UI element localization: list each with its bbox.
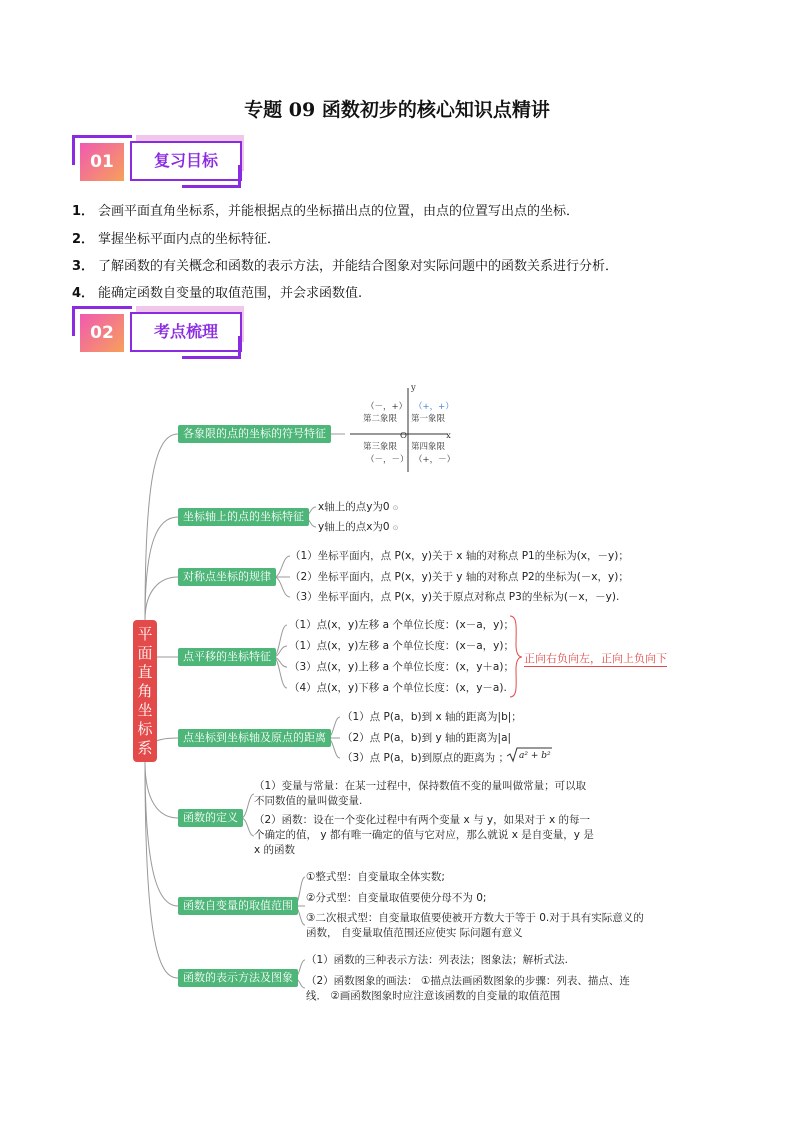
leaf-translation-4: （4）点(x，y)下移 a 个单位长度：(x，y－a).: [289, 682, 507, 694]
branch-quadrant-signs: 各象限的点的坐标的符号特征: [178, 425, 331, 443]
leaf-y-axis: y轴上的点x为0 ⊙: [318, 521, 399, 533]
q4-label: 第四象限: [411, 442, 446, 452]
leaf-domain-2: ②分式型：自变量取值要使分母不为 0;: [306, 892, 487, 904]
section-number: 01: [80, 143, 124, 181]
goal-item-3: 3． 了解函数的有关概念和函数的表示方法，并能结合图象对实际问题中的函数关系进行分析．: [72, 259, 619, 274]
q2-sign: （－，+）: [366, 402, 408, 412]
leaf-representation-2: （2）函数图象的画法： ①描点法画函数图象的步骤：列表、描点、连线． ②画函数图象时应注意该函数的自变量的取值范围: [306, 975, 630, 1002]
leaf-translation-2: （1）点(x，y)左移 a 个单位长度：(x－a，y)；: [289, 640, 514, 652]
leaf-symmetry-2: （2）坐标平面内，点 P(x，y)关于 y 轴的对称点 P2的坐标为(－x，y)；: [290, 571, 629, 583]
section-label: 复习目标: [130, 141, 242, 181]
leaf-definition-1: （1）变量与常量：在某一过程中，保持数值不变的量叫做常量；可以取不同数值的量叫做变量.: [254, 780, 587, 807]
origin-label: O: [400, 431, 407, 441]
q1-label: 第一象限: [411, 414, 446, 424]
leaf-definition-2: （2）函数：设在一个变化过程中有两个变量 x 与 y，如果对于 x 的每一个确定的值， y 都有唯一确定的值与它对应，那么就说 x 是自变量，y 是 x 的函数: [254, 814, 594, 856]
leaf-translation-3: （3）点(x，y)上移 a 个单位长度：(x，y＋a)；: [289, 661, 514, 673]
leaf-symmetry-3: （3）坐标平面内，点 P(x，y)关于原点对称点 P3的坐标为(－x，－y).: [290, 591, 620, 603]
q1-sign: （+，+）: [414, 402, 454, 412]
q3-label: 第三象限: [363, 442, 398, 452]
q2-label: 第二象限: [363, 414, 398, 424]
leaf-domain-1: ①整式型：自变量取全体实数;: [306, 871, 445, 883]
branch-distance: 点坐标到坐标轴及原点的距离: [178, 729, 331, 747]
section-number: 02: [80, 314, 124, 352]
q3-sign: （－，－）: [366, 455, 409, 465]
goal-item-1: 1． 会画平面直角坐标系，并能根据点的坐标描出点的位置，由点的位置写出点的坐标．: [72, 204, 580, 219]
y-axis-label: y: [411, 383, 416, 393]
distance-formula: a² + b²: [519, 751, 551, 761]
leaf-symmetry-1: （1）坐标平面内，点 P(x，y)关于 x 轴的对称点 P1的坐标为(x，－y)；: [290, 550, 629, 562]
leaf-x-axis: x轴上的点y为0 ⊙: [318, 501, 399, 513]
page-title: 专题 09 函数初步的核心知识点精讲: [244, 99, 550, 121]
branch-symmetry: 对称点坐标的规律: [178, 568, 276, 586]
section-label: 考点梳理: [130, 312, 242, 352]
mindmap-root: 平面直角坐标系: [133, 620, 157, 762]
leaf-distance-2: （2）点 P(a，b)到 y 轴的距离为|a|: [342, 732, 512, 744]
goal-item-4: 4． 能确定函数自变量的取值范围，并会求函数值.: [72, 286, 363, 301]
branch-representation: 函数的表示方法及图象: [178, 969, 298, 987]
branch-axis-points: 坐标轴上的点的坐标特征: [178, 508, 309, 526]
q4-sign: （+，－）: [414, 455, 456, 465]
leaf-distance-1: （1）点 P(a，b)到 x 轴的距离为|b|；: [342, 711, 522, 723]
leaf-translation-1: （1）点(x，y)左移 a 个单位长度：(x－a，y)；: [289, 619, 514, 631]
translation-rule-note: 正向右负向左，正向上负向下: [524, 652, 667, 665]
leaf-domain-3: ③二次根式型：自变量取值要使被开方数大于等于 0.对于具有实际意义的函数， 自变量取值范围还应使实 际问题有意义: [306, 912, 644, 939]
goal-item-2: 2． 掌握坐标平面内点的坐标特征．: [72, 232, 281, 247]
x-axis-label: x: [446, 431, 451, 441]
branch-function-definition: 函数的定义: [178, 809, 243, 827]
leaf-distance-3: （3）点 P(a，b)到原点的距离为 ；: [342, 752, 509, 764]
branch-domain: 函数自变量的取值范围: [178, 897, 298, 915]
branch-translation: 点平移的坐标特征: [178, 648, 276, 666]
leaf-representation-1: （1）函数的三种表示方法：列表法；图象法；解析式法.: [306, 954, 569, 966]
